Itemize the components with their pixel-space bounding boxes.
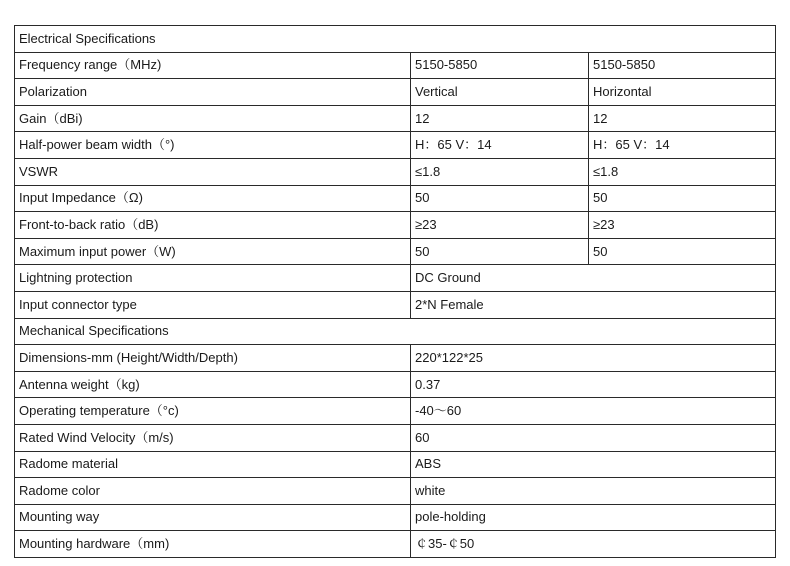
table-row bbox=[15, 132, 776, 159]
table-row bbox=[15, 291, 776, 318]
row-value: ￠35-￠50 bbox=[411, 531, 776, 558]
shared-value: 2*N Female bbox=[411, 291, 776, 318]
table-row bbox=[15, 424, 776, 451]
row-label: Dimensions-mm (Height/Width/Depth) bbox=[15, 345, 411, 372]
row-label: Antenna weight（kg) bbox=[15, 371, 411, 398]
row-value: 60 bbox=[411, 424, 776, 451]
row-label: Gain（dBi) bbox=[15, 105, 411, 132]
row-value: white bbox=[411, 478, 776, 505]
section-header-mechanical bbox=[15, 318, 776, 345]
row-value: 220*122*25 bbox=[411, 345, 776, 372]
table-row bbox=[15, 478, 776, 505]
row-label: Radome material bbox=[15, 451, 411, 478]
row-label: Mounting way bbox=[15, 504, 411, 531]
vertical-value: 12 bbox=[411, 105, 589, 132]
row-label: Input connector type bbox=[15, 291, 411, 318]
table-row bbox=[15, 371, 776, 398]
section-title: Mechanical Specifications bbox=[15, 318, 776, 345]
table-row bbox=[15, 158, 776, 185]
vertical-value: Vertical bbox=[411, 79, 589, 106]
row-label: Operating temperature（°c) bbox=[15, 398, 411, 425]
horizontal-value: H：65 V：14 bbox=[589, 132, 776, 159]
row-label: Half-power beam width（°) bbox=[15, 132, 411, 159]
table-row bbox=[15, 531, 776, 558]
vertical-value: H：65 V：14 bbox=[411, 132, 589, 159]
spec-table bbox=[14, 25, 776, 558]
table-row bbox=[15, 345, 776, 372]
horizontal-value: ≥23 bbox=[589, 212, 776, 239]
vertical-value: ≤1.8 bbox=[411, 158, 589, 185]
table-row bbox=[15, 52, 776, 79]
table-row bbox=[15, 79, 776, 106]
horizontal-value: 50 bbox=[589, 185, 776, 212]
horizontal-value: Horizontal bbox=[589, 79, 776, 106]
row-label: VSWR bbox=[15, 158, 411, 185]
shared-value: DC Ground bbox=[411, 265, 776, 292]
row-label: Polarization bbox=[15, 79, 411, 106]
row-value: ABS bbox=[411, 451, 776, 478]
table-row bbox=[15, 185, 776, 212]
row-label: Maximum input power（W) bbox=[15, 238, 411, 265]
table-row bbox=[15, 451, 776, 478]
table-row bbox=[15, 398, 776, 425]
horizontal-value: 50 bbox=[589, 238, 776, 265]
row-value: pole-holding bbox=[411, 504, 776, 531]
row-label: Frequency range（MHz) bbox=[15, 52, 411, 79]
row-label: Input Impedance（Ω) bbox=[15, 185, 411, 212]
vertical-value: 5150-5850 bbox=[411, 52, 589, 79]
horizontal-value: 12 bbox=[589, 105, 776, 132]
table-row bbox=[15, 212, 776, 239]
row-value: -40～60 bbox=[411, 398, 776, 425]
row-value: 0.37 bbox=[411, 371, 776, 398]
row-label: Lightning protection bbox=[15, 265, 411, 292]
vertical-value: ≥23 bbox=[411, 212, 589, 239]
vertical-value: 50 bbox=[411, 238, 589, 265]
row-label: Front-to-back ratio（dB) bbox=[15, 212, 411, 239]
row-label: Rated Wind Velocity（m/s) bbox=[15, 424, 411, 451]
row-label: Radome color bbox=[15, 478, 411, 505]
section-header-electrical bbox=[15, 26, 776, 53]
vertical-value: 50 bbox=[411, 185, 589, 212]
horizontal-value: 5150-5850 bbox=[589, 52, 776, 79]
horizontal-value: ≤1.8 bbox=[589, 158, 776, 185]
table-row bbox=[15, 504, 776, 531]
table-row bbox=[15, 265, 776, 292]
row-label: Mounting hardware（mm) bbox=[15, 531, 411, 558]
table-row bbox=[15, 238, 776, 265]
table-row bbox=[15, 105, 776, 132]
section-title: Electrical Specifications bbox=[15, 26, 776, 53]
